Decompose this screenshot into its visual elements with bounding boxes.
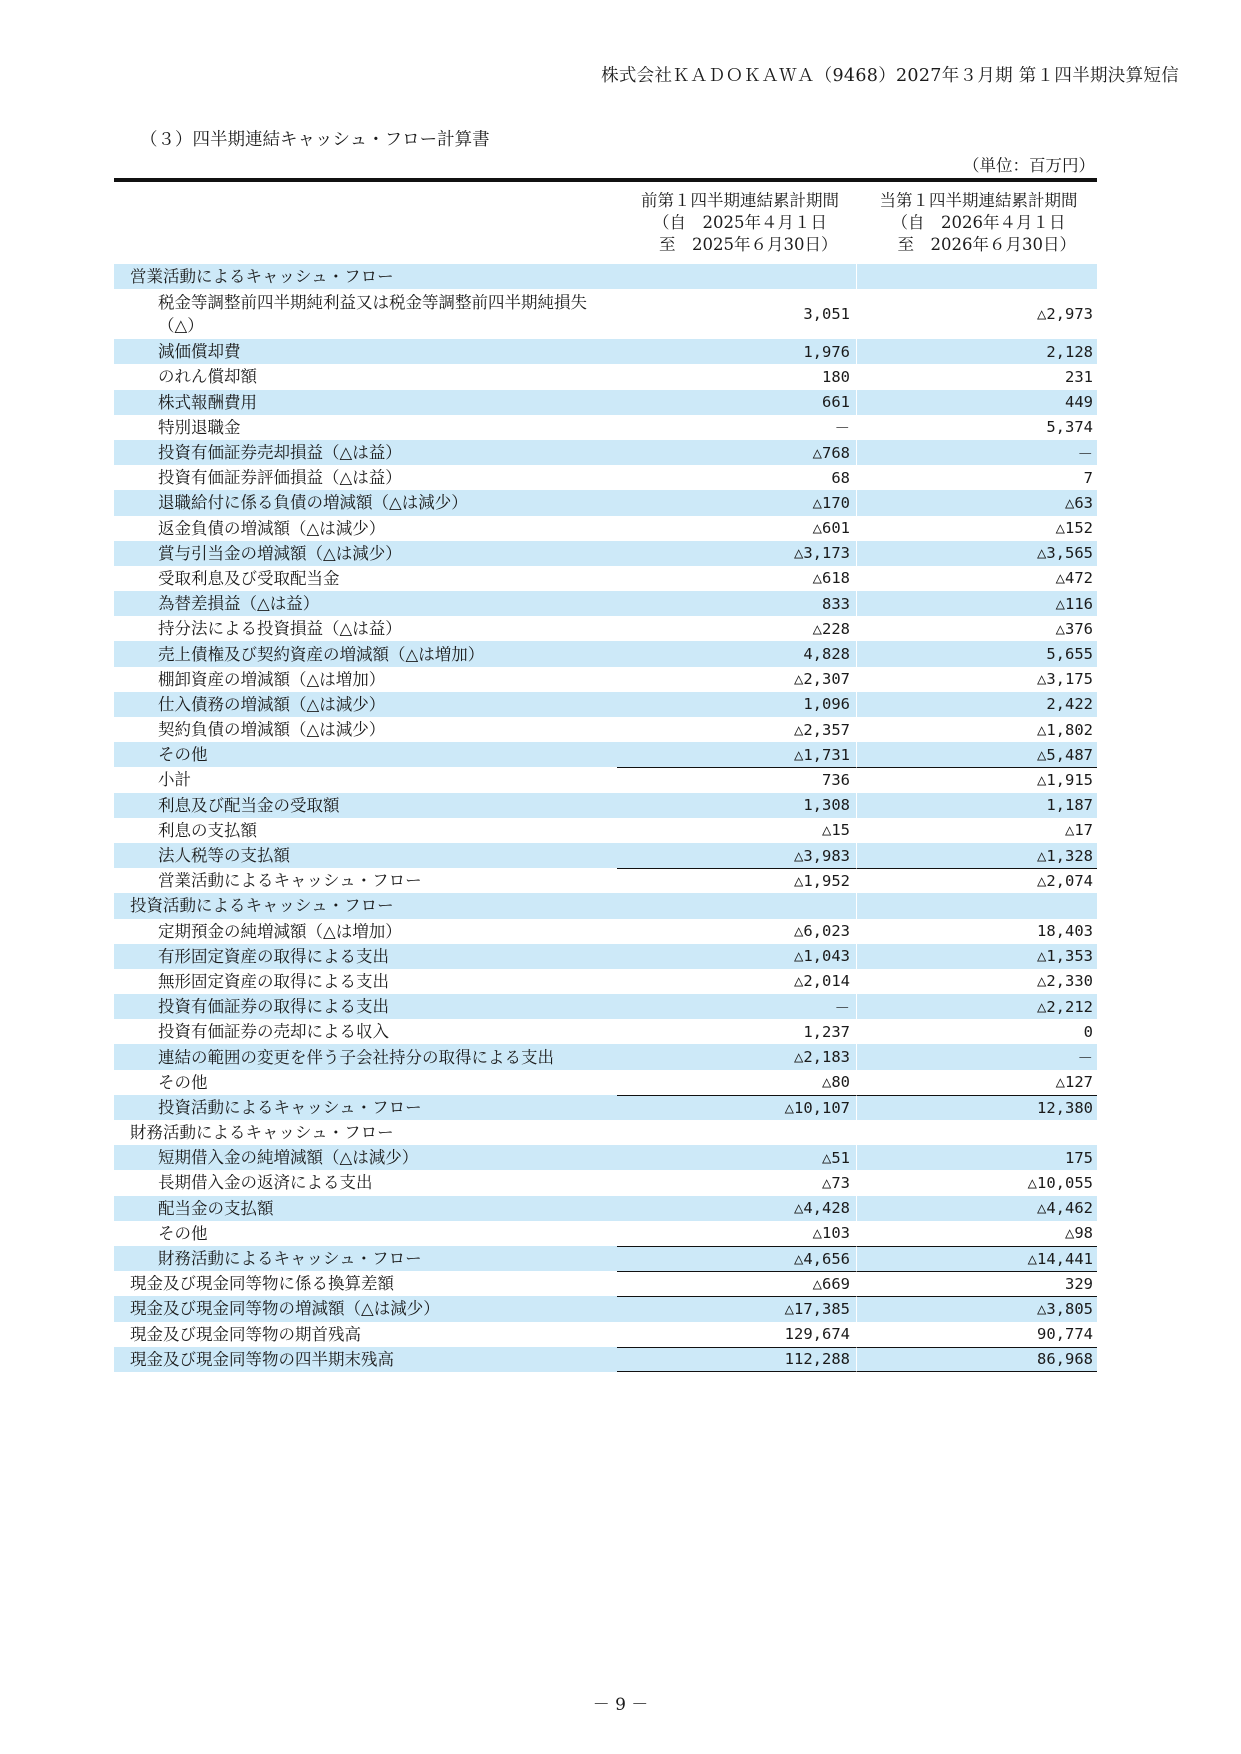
value-prev: 1,096 bbox=[617, 692, 857, 717]
row-label: 賞与引当金の増減額（△は減少） bbox=[114, 541, 617, 566]
table-row bbox=[114, 742, 1097, 767]
table-row bbox=[114, 641, 1097, 666]
value-curr: △5,487 bbox=[857, 742, 1097, 767]
value-curr: △3,565 bbox=[857, 541, 1097, 566]
row-label: 定期預金の純増減額（△は増加） bbox=[158, 921, 402, 941]
row-label: 減価償却費 bbox=[114, 339, 617, 364]
value-curr: － bbox=[857, 1044, 1097, 1069]
value-curr bbox=[857, 264, 1097, 289]
value-curr: 12,380 bbox=[857, 1095, 1097, 1120]
row-label: 配当金の支払額 bbox=[114, 1196, 617, 1221]
value-prev: 180 bbox=[617, 364, 857, 389]
table-row bbox=[114, 390, 1097, 415]
value-curr: 18,403 bbox=[1037, 922, 1093, 941]
value-prev: △80 bbox=[617, 1070, 857, 1095]
value-prev: △3,173 bbox=[617, 541, 857, 566]
value-curr: △1,328 bbox=[857, 843, 1097, 868]
row-label: 利息及び配当金の受取額 bbox=[114, 793, 617, 818]
table-row bbox=[114, 868, 1097, 893]
table-row bbox=[114, 994, 1097, 1019]
value-prev: 129,674 bbox=[617, 1322, 857, 1347]
row-label: のれん償却額 bbox=[158, 367, 257, 387]
value-prev: △669 bbox=[617, 1271, 857, 1296]
value-curr: △116 bbox=[857, 591, 1097, 616]
row-label: 有形固定資産の取得による支出 bbox=[114, 944, 617, 969]
row-label: 特別退職金 bbox=[158, 417, 241, 437]
value-curr: △1,353 bbox=[857, 944, 1097, 969]
row-label: 現金及び現金同等物の四半期末残高 bbox=[114, 1347, 617, 1372]
page-header: 株式会社ＫＡＤＯＫＡＷＡ（9468）2027年３月期 第１四半期決算短信 bbox=[601, 66, 1179, 86]
table-row bbox=[114, 1246, 1097, 1271]
value-curr: 5,374 bbox=[1046, 418, 1093, 437]
value-curr: △3,805 bbox=[857, 1296, 1097, 1321]
table-row bbox=[114, 793, 1097, 818]
cash-flow-table bbox=[114, 264, 1097, 1372]
table-row bbox=[114, 1120, 1097, 1145]
row-label: 為替差損益（△は益） bbox=[114, 591, 617, 616]
table-row bbox=[114, 1296, 1097, 1321]
value-curr: △1,802 bbox=[1037, 720, 1093, 739]
table-row bbox=[114, 440, 1097, 465]
value-prev: △6,023 bbox=[617, 919, 857, 944]
value-prev: △2,307 bbox=[617, 667, 857, 692]
table-row bbox=[114, 264, 1097, 289]
table-row bbox=[114, 541, 1097, 566]
value-prev: △3,983 bbox=[617, 843, 857, 868]
value-prev: 3,051 bbox=[617, 289, 857, 339]
row-label: 退職給付に係る負債の増減額（△は減少） bbox=[114, 490, 617, 515]
table-row bbox=[114, 289, 1097, 339]
table-row bbox=[114, 767, 1097, 792]
table-row bbox=[114, 1070, 1097, 1095]
row-label: 税金等調整前四半期純利益又は税金等調整前四半期純損失（△） bbox=[158, 293, 587, 336]
value-curr: △2,212 bbox=[857, 994, 1097, 1019]
value-curr: △2,074 bbox=[857, 868, 1097, 893]
table-row bbox=[114, 919, 1097, 944]
value-curr: 86,968 bbox=[857, 1347, 1097, 1372]
value-curr: △17 bbox=[1065, 821, 1093, 840]
row-label: 利息の支払額 bbox=[158, 820, 257, 840]
table-row bbox=[114, 1347, 1097, 1372]
value-prev: △73 bbox=[617, 1170, 857, 1195]
row-label: 株式報酬費用 bbox=[114, 390, 617, 415]
table-row bbox=[114, 566, 1097, 591]
value-curr: 175 bbox=[857, 1145, 1097, 1170]
value-prev: △618 bbox=[617, 566, 857, 591]
row-label: 返金負債の増減額（△は減少） bbox=[158, 518, 386, 538]
value-curr: △10,055 bbox=[1027, 1173, 1093, 1192]
value-prev: 661 bbox=[617, 390, 857, 415]
value-prev: △1,043 bbox=[617, 944, 857, 969]
table-row bbox=[114, 1271, 1097, 1296]
value-curr: 5,655 bbox=[857, 641, 1097, 666]
table-row bbox=[114, 1170, 1097, 1195]
row-label: その他 bbox=[114, 742, 617, 767]
table-row bbox=[114, 490, 1097, 515]
row-label: 投資活動によるキャッシュ・フロー bbox=[114, 1095, 617, 1120]
value-prev: △601 bbox=[617, 516, 857, 541]
value-prev bbox=[617, 264, 857, 289]
value-prev bbox=[617, 1120, 857, 1145]
row-label: 財務活動によるキャッシュ・フロー bbox=[114, 1246, 617, 1271]
value-curr: △472 bbox=[1055, 569, 1093, 588]
table-row bbox=[114, 944, 1097, 969]
value-curr: △98 bbox=[1065, 1224, 1093, 1243]
table-row bbox=[114, 1019, 1097, 1044]
row-label: 持分法による投資損益（△は益） bbox=[158, 619, 402, 639]
value-prev: 833 bbox=[617, 591, 857, 616]
value-prev: 1,976 bbox=[617, 339, 857, 364]
row-label: 契約負債の増減額（△は減少） bbox=[158, 720, 386, 740]
row-label: 長期借入金の返済による支出 bbox=[158, 1173, 373, 1193]
value-curr: △1,915 bbox=[857, 767, 1097, 792]
section-title: （３）四半期連結キャッシュ・フロー計算書 bbox=[140, 130, 490, 150]
top-rule bbox=[114, 178, 1097, 182]
value-prev: △15 bbox=[617, 818, 857, 843]
value-curr: 90,774 bbox=[1037, 1325, 1093, 1344]
value-curr: 7 bbox=[1083, 468, 1093, 487]
row-label: 現金及び現金同等物の期首残高 bbox=[130, 1324, 361, 1344]
value-curr bbox=[857, 893, 1097, 918]
value-curr: △127 bbox=[1055, 1073, 1093, 1092]
row-label: 営業活動によるキャッシュ・フロー bbox=[158, 871, 422, 891]
value-prev: △10,107 bbox=[617, 1095, 857, 1120]
value-curr: △376 bbox=[1055, 619, 1093, 638]
row-label: 仕入債務の増減額（△は減少） bbox=[114, 692, 617, 717]
table-row bbox=[114, 717, 1097, 742]
table-row bbox=[114, 818, 1097, 843]
value-curr: 0 bbox=[1083, 1022, 1093, 1041]
value-prev: △2,357 bbox=[617, 717, 857, 742]
page-number: － 9 － bbox=[592, 1695, 649, 1715]
value-prev: 1,308 bbox=[617, 793, 857, 818]
row-label: 法人税等の支払額 bbox=[114, 843, 617, 868]
table-row bbox=[114, 1095, 1097, 1120]
value-curr: △2,973 bbox=[1037, 305, 1093, 324]
value-prev: 112,288 bbox=[617, 1347, 857, 1372]
value-prev: 736 bbox=[617, 767, 857, 792]
row-label: 投資有価証券売却損益（△は益） bbox=[114, 440, 617, 465]
value-prev: △103 bbox=[617, 1221, 857, 1246]
value-curr: △2,330 bbox=[1037, 972, 1093, 991]
table-row bbox=[114, 591, 1097, 616]
row-label: 投資活動によるキャッシュ・フロー bbox=[114, 893, 617, 918]
table-row bbox=[114, 692, 1097, 717]
value-curr: 231 bbox=[1065, 367, 1093, 386]
table-row bbox=[114, 1322, 1097, 1347]
value-curr: △4,462 bbox=[857, 1196, 1097, 1221]
value-prev: △17,385 bbox=[617, 1296, 857, 1321]
table-row bbox=[114, 616, 1097, 641]
row-label: 売上債権及び契約資産の増減額（△は増加） bbox=[114, 641, 617, 666]
table-row bbox=[114, 893, 1097, 918]
row-label: 投資有価証券の取得による支出 bbox=[114, 994, 617, 1019]
table-row bbox=[114, 1221, 1097, 1246]
value-prev: △4,428 bbox=[617, 1196, 857, 1221]
table-row bbox=[114, 465, 1097, 490]
value-prev: △228 bbox=[617, 616, 857, 641]
row-label: 連結の範囲の変更を伴う子会社持分の取得による支出 bbox=[114, 1044, 617, 1069]
value-prev: 1,237 bbox=[617, 1019, 857, 1044]
value-prev: △170 bbox=[617, 490, 857, 515]
value-curr: △14,441 bbox=[857, 1246, 1097, 1271]
value-curr: 1,187 bbox=[857, 793, 1097, 818]
row-label: 財務活動によるキャッシュ・フロー bbox=[130, 1123, 394, 1143]
row-label: その他 bbox=[158, 1223, 208, 1243]
column-header-prev: 前第１四半期連結累計期間 （自 2025年４月１日 至 2025年６月30日） bbox=[641, 191, 839, 254]
row-label: 棚卸資産の増減額（△は増加） bbox=[158, 669, 386, 689]
value-prev: － bbox=[617, 415, 857, 440]
row-label: 投資有価証券の売却による収入 bbox=[158, 1022, 389, 1042]
table-row bbox=[114, 969, 1097, 994]
value-curr: △63 bbox=[857, 490, 1097, 515]
value-curr bbox=[857, 1120, 1097, 1145]
value-prev: － bbox=[617, 994, 857, 1019]
row-label: その他 bbox=[158, 1072, 208, 1092]
value-prev: △51 bbox=[617, 1145, 857, 1170]
row-label: 営業活動によるキャッシュ・フロー bbox=[114, 264, 617, 289]
value-prev: △768 bbox=[617, 440, 857, 465]
row-label: 現金及び現金同等物の増減額（△は減少） bbox=[114, 1296, 617, 1321]
row-label: 短期借入金の純増減額（△は減少） bbox=[114, 1145, 617, 1170]
value-prev bbox=[617, 893, 857, 918]
value-curr: 329 bbox=[857, 1271, 1097, 1296]
row-label: 小計 bbox=[158, 770, 191, 790]
table-row bbox=[114, 1196, 1097, 1221]
value-curr: 2,128 bbox=[857, 339, 1097, 364]
value-prev: △4,656 bbox=[617, 1246, 857, 1271]
table-row bbox=[114, 516, 1097, 541]
table-row bbox=[114, 415, 1097, 440]
table-row bbox=[114, 364, 1097, 389]
column-header-curr: 当第１四半期連結累計期間 （自 2026年４月１日 至 2026年６月30日） bbox=[879, 191, 1078, 254]
value-prev: △2,183 bbox=[617, 1044, 857, 1069]
row-label: 無形固定資産の取得による支出 bbox=[158, 971, 389, 991]
row-label: 現金及び現金同等物に係る換算差額 bbox=[130, 1274, 394, 1294]
row-label: 投資有価証券評価損益（△は益） bbox=[158, 468, 402, 488]
value-prev: 4,828 bbox=[617, 641, 857, 666]
table-row bbox=[114, 667, 1097, 692]
value-curr: 2,422 bbox=[857, 692, 1097, 717]
value-curr: △3,175 bbox=[1037, 670, 1093, 689]
value-prev: △2,014 bbox=[617, 969, 857, 994]
value-curr: 449 bbox=[857, 390, 1097, 415]
value-prev: △1,731 bbox=[617, 742, 857, 767]
unit-label: （単位：百万円） bbox=[963, 156, 1095, 175]
value-curr: △152 bbox=[1055, 519, 1093, 538]
table-row bbox=[114, 1044, 1097, 1069]
value-curr: － bbox=[857, 440, 1097, 465]
table-row bbox=[114, 843, 1097, 868]
table-row bbox=[114, 1145, 1097, 1170]
value-prev: △1,952 bbox=[617, 868, 857, 893]
row-label: 受取利息及び受取配当金 bbox=[158, 568, 340, 588]
value-prev: 68 bbox=[617, 465, 857, 490]
table-row bbox=[114, 339, 1097, 364]
